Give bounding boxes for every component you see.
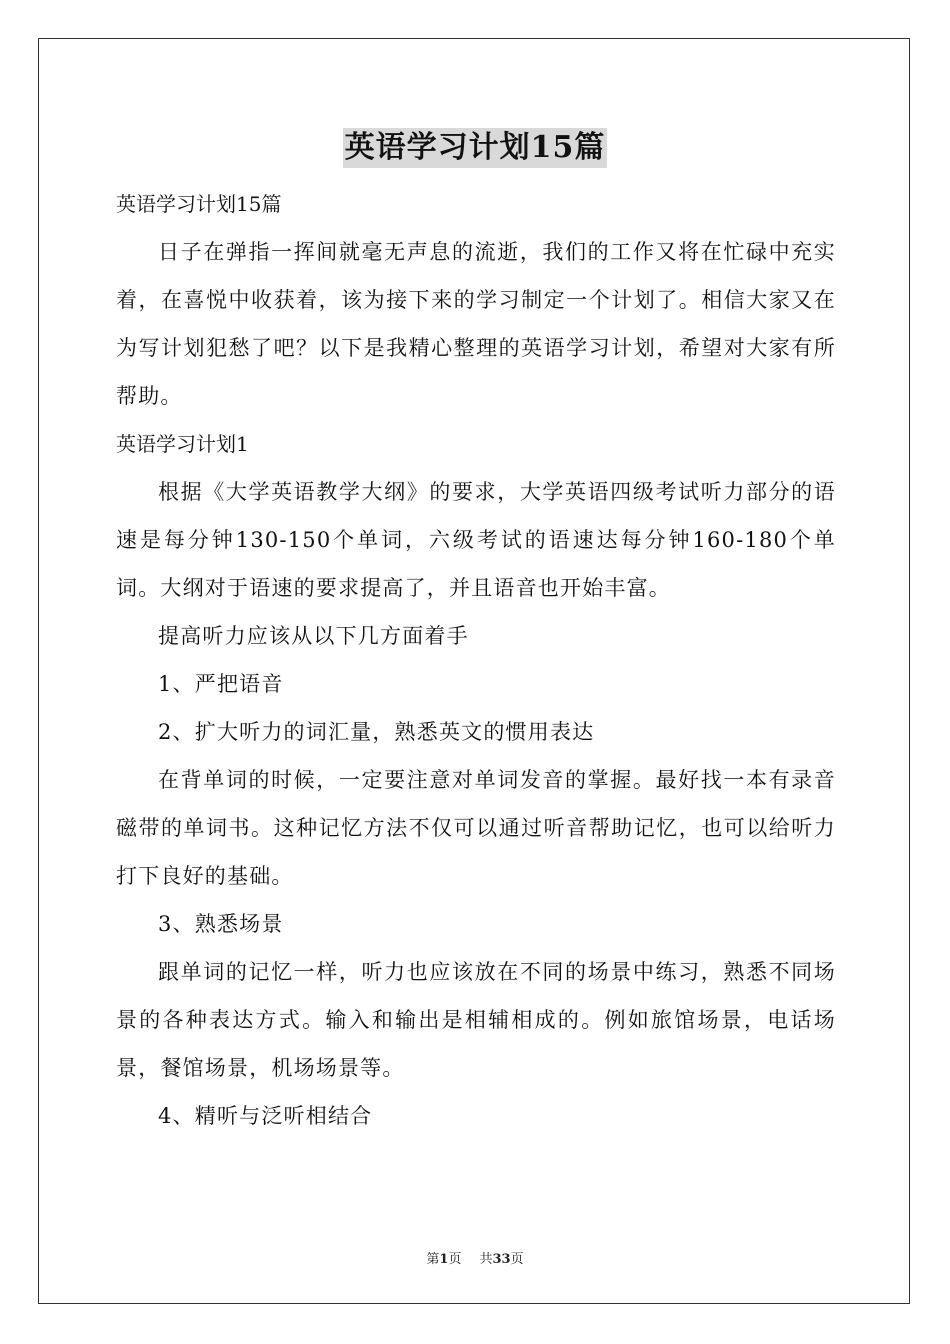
page-unit: 页 [448, 1252, 462, 1267]
document-title-container [0, 128, 950, 168]
body-paragraph: 提高听力应该从以下几方面着手 [158, 624, 469, 648]
list-item: 1、严把语音 [158, 672, 284, 696]
list-item: 4、精听与泛听相结合 [158, 1104, 373, 1128]
page-footer [0, 1248, 950, 1267]
body-paragraph: 根据《大学英语教学大纲》的要求，大学英语四级考试听力部分的语速是每分钟130-150个单词，六级考试的语速达每分钟160-180个单词。大纲对于语速的要求提高了，并且语音也开始丰富。 [116, 480, 836, 600]
body-paragraph: 跟单词的记忆一样，听力也应该放在不同的场景中练习，熟悉不同场景的各种表达方式。输入和输出是相辅相成的。例如旅馆场景，电话场景，餐馆场景，机场场景等。 [116, 960, 836, 1080]
document-title: 英语学习计划15篇 [343, 128, 608, 168]
total-prefix: 共 [479, 1252, 493, 1267]
page-current: 1 [439, 1252, 449, 1267]
body-paragraph: 在背单词的时候，一定要注意对单词发音的掌握。最好找一本有录音磁带的单词书。这种记忆方法不仅可以通过听音帮助记忆，也可以给听力打下良好的基础。 [116, 768, 836, 888]
document-body [116, 180, 836, 1140]
document-subtitle: 英语学习计划15篇 [116, 192, 282, 216]
section-heading: 英语学习计划1 [116, 432, 249, 456]
total-unit: 页 [510, 1252, 524, 1267]
page-total: 33 [492, 1252, 511, 1267]
intro-paragraph: 日子在弹指一挥间就毫无声息的流逝，我们的工作又将在忙碌中充实着，在喜悦中收获着，该为接下来的学习制定一个计划了。相信大家又在为写计划犯愁了吧？以下是我精心整理的英语学习计划，希望对大家有所帮助。 [116, 240, 836, 408]
list-item: 3、熟悉场景 [158, 912, 284, 936]
list-item: 2、扩大听力的词汇量，熟悉英文的惯用表达 [158, 720, 595, 744]
page-prefix: 第 [426, 1252, 440, 1267]
